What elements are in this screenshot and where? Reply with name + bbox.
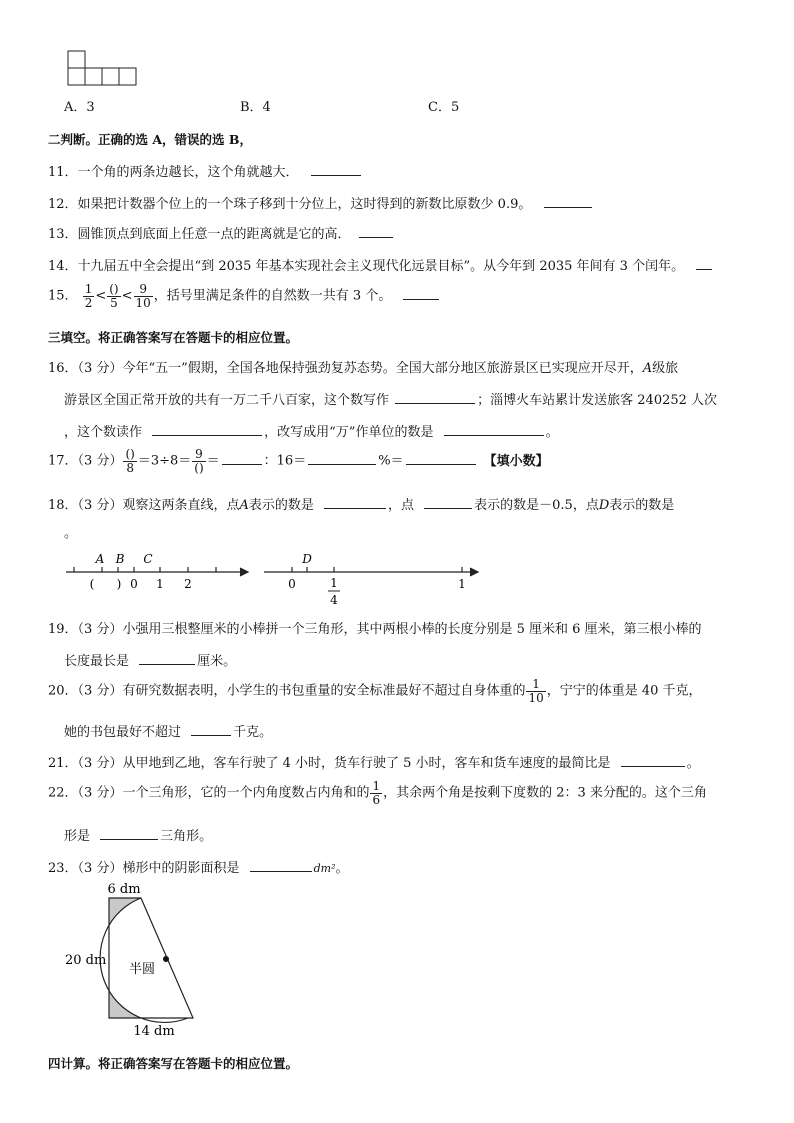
q20-line-1-text: 20．（3 分）有研究数据表明，小学生的书包重量的安全标准最好不超过自身体重的 (48, 683, 526, 699)
trapezoid-top-label: 6 dm (107, 882, 141, 897)
trapezoid-left-label: 20 dm (65, 953, 107, 968)
q18-end-mark: 。 (64, 526, 78, 541)
nl2-label-d: D (302, 552, 312, 566)
semicircle-center-dot (163, 956, 169, 962)
q16-line-3-middle: ，改写成用“万”作单位的数是 (264, 425, 434, 440)
trapezoid-semicircle-figure (60, 880, 210, 1042)
cube-net-figure (64, 48, 144, 90)
q17-fill-decimal-note: 【填小数】 (483, 453, 549, 469)
section-judge-heading: 二判断。正确的选 A，错误的选 B， (48, 132, 252, 147)
q21-text: 21．（3 分）从甲地到乙地，客车行驶了 4 小时，货车行驶了 5 小时，客车和货车速度的最简比是 (48, 756, 611, 771)
q15-text: ，括号里满足条件的自然数一共有 3 个。 (153, 288, 392, 304)
question-18 (48, 494, 674, 513)
section-fill-heading: 三填空。将正确答案写在答题卡的相应位置。 (48, 330, 299, 345)
nl1-tick-0: 0 (130, 577, 138, 591)
q17-fraction-2: $\frac{9}{()}$ (194, 447, 204, 475)
q15-less-than-1: < (95, 288, 107, 304)
q22-answer-blank[interactable] (100, 827, 158, 840)
q11-answer-blank[interactable] (311, 163, 361, 176)
question-11 (48, 161, 363, 180)
question-22-line-1 (48, 780, 707, 806)
question-20-line-2 (64, 721, 272, 740)
q16-grade-a: A (642, 361, 653, 376)
q13-text: 13．圆锥顶点到底面上任意一点的距离就是它的高． (48, 227, 351, 242)
question-23 (48, 857, 349, 876)
question-22-line-2 (64, 825, 212, 844)
nl2-tick-1: 1 (458, 577, 466, 591)
q20-fraction: $\frac{1}{10}$ (528, 677, 544, 705)
option-c: C．5 (428, 100, 460, 115)
q16-line-2-text: 游景区全国正常开放的共有一万二千八百家，这个数写作 (64, 393, 390, 408)
question-20-line-1 (48, 678, 702, 704)
q18-text-a: 18．（3 分）观察这两条直线，点 (48, 498, 240, 513)
q22-line-1-text: 22．（3 分）一个三角形，它的一个内角度数占内角和的 (48, 785, 370, 801)
number-lines-figure (62, 545, 492, 610)
q17-ratio-blank[interactable] (222, 452, 262, 465)
nl2-fraction-numerator: 1 (330, 576, 338, 590)
q19-line-2-text: 长度最长是 (64, 654, 130, 669)
q23-end: 。 (335, 861, 349, 876)
nl1-label-a: A (95, 552, 105, 566)
q18-text-d: 表示的数是－0.5，点 (474, 498, 599, 513)
nl1-tick-2: 2 (184, 577, 192, 591)
q23-unit: dm² (313, 862, 336, 875)
q14-answer-blank[interactable] (696, 257, 712, 270)
q20-line-2-text: 她的书包最好不超过 (64, 725, 182, 740)
q18-text-b: 表示的数是 (248, 498, 314, 513)
q22-fraction: $\frac{1}{6}$ (372, 779, 381, 807)
nl1-tick-1: 1 (156, 577, 164, 591)
question-12 (48, 193, 594, 212)
q13-answer-blank[interactable] (359, 225, 393, 238)
q17-decimal-blank[interactable] (406, 452, 476, 465)
trapezoid-bottom-label: 14 dm (133, 1024, 175, 1039)
option-b: B．4 (240, 100, 271, 115)
q17-number: 17．（3 分） (48, 453, 123, 469)
q18-text-e: 表示的数是 (609, 498, 675, 513)
question-21 (48, 752, 700, 771)
question-15 (48, 283, 441, 309)
q15-number: 15． (48, 288, 78, 304)
question-14 (48, 255, 714, 274)
q17-fraction-1: $\frac{()}{8}$ (125, 447, 135, 475)
q16-wan-unit-blank[interactable] (444, 423, 544, 436)
q18-point-blank[interactable] (424, 496, 472, 509)
nl2-tick-0: 0 (288, 577, 296, 591)
q18-text-c: ，点 (388, 498, 415, 513)
question-13 (48, 223, 395, 242)
q20-line-1-tail: ，宁宁的体重是 40 千克， (546, 683, 702, 699)
q22-line-2-tail: 三角形。 (160, 829, 213, 844)
section-calc-heading: 四计算。将正确答案写在答题卡的相应位置。 (48, 1056, 299, 1071)
q18-point-d: D (598, 498, 610, 513)
q14-text: 14．十九届五中全会提出“到 2035 年基本实现社会主义现代化远景目标”。从今年到 2035 年间有 3 个闰年。 (48, 259, 685, 274)
q16-line-2-tail: ；淄博火车站累计发送旅客 240252 人次 (477, 393, 718, 408)
q16-line-1-tail: 级旅 (652, 361, 679, 376)
q16-read-number-blank[interactable] (152, 423, 262, 436)
semicircle-label: 半圆 (128, 962, 156, 977)
q20-answer-blank[interactable] (191, 723, 231, 736)
q19-line-2-tail: 厘米。 (197, 654, 237, 669)
q18-point-a: A (239, 498, 249, 513)
nl1-tick-open-paren: ( (89, 577, 95, 591)
q16-line-1-text: 16．（3 分）今年“五一”假期，全国各地保持强劲复苏态势。全国大部分地区旅游景区已实现应开尽开， (48, 361, 643, 376)
nl1-tick-close-paren: ) (116, 577, 122, 591)
q15-fraction-1: $\frac{1}{2}$ (84, 282, 93, 310)
q15-fraction-2: $\frac{()}{5}$ (109, 282, 119, 310)
q17-percent-equals: %＝ (378, 453, 404, 469)
nl1-label-c: C (143, 552, 153, 566)
q15-less-than-2: < (121, 288, 133, 304)
question-16-line-2 (64, 389, 717, 408)
question-16-line-3 (64, 421, 559, 440)
q22-line-1-tail: ，其余两个角是按剩下度数的 2：3 来分配的。这个三角 (383, 785, 707, 801)
q21-answer-blank[interactable] (621, 754, 685, 767)
q12-answer-blank[interactable] (544, 195, 592, 208)
q23-answer-blank[interactable] (250, 859, 312, 872)
q15-answer-blank[interactable] (403, 287, 439, 300)
q17-ratio-16: ：16＝ (263, 453, 307, 469)
q19-answer-blank[interactable] (139, 652, 195, 665)
q17-equals: ＝ (206, 453, 220, 469)
q11-text: 11．一个角的两条边越长，这个角就越大． (48, 165, 299, 180)
q22-line-2-text: 形是 (64, 829, 91, 844)
question-19-line-2 (64, 650, 236, 669)
nl2-fraction-denominator: 4 (330, 593, 338, 607)
q12-text: 12．如果把计数器个位上的一个珠子移到十分位上，这时得到的新数比原数少 0.9。 (48, 197, 532, 212)
q17-division: ＝3÷8＝ (137, 453, 192, 469)
nl1-label-b: B (115, 552, 125, 566)
q16-line-3-text: ，这个数读作 (64, 425, 143, 440)
question-19-line-1: 19．（3 分）小强用三根整厘米的小棒拼一个三角形，其中两根小棒的长度分别是 5 厘米和 6 厘米，第三根小棒的 (48, 622, 702, 637)
q21-end: 。 (686, 756, 700, 771)
q16-written-number-blank[interactable] (395, 391, 475, 404)
question-16-line-1 (48, 357, 678, 376)
q17-percent-blank[interactable] (308, 452, 376, 465)
q15-fraction-3: $\frac{9}{10}$ (135, 282, 151, 310)
option-a: A．3 (64, 100, 95, 115)
q16-line-3-end: 。 (545, 425, 559, 440)
q18-point-a-blank[interactable] (324, 496, 386, 509)
q23-text: 23．（3 分）梯形中的阴影面积是 (48, 861, 240, 876)
q20-line-2-tail: 千克。 (233, 725, 273, 740)
question-17 (48, 448, 549, 474)
